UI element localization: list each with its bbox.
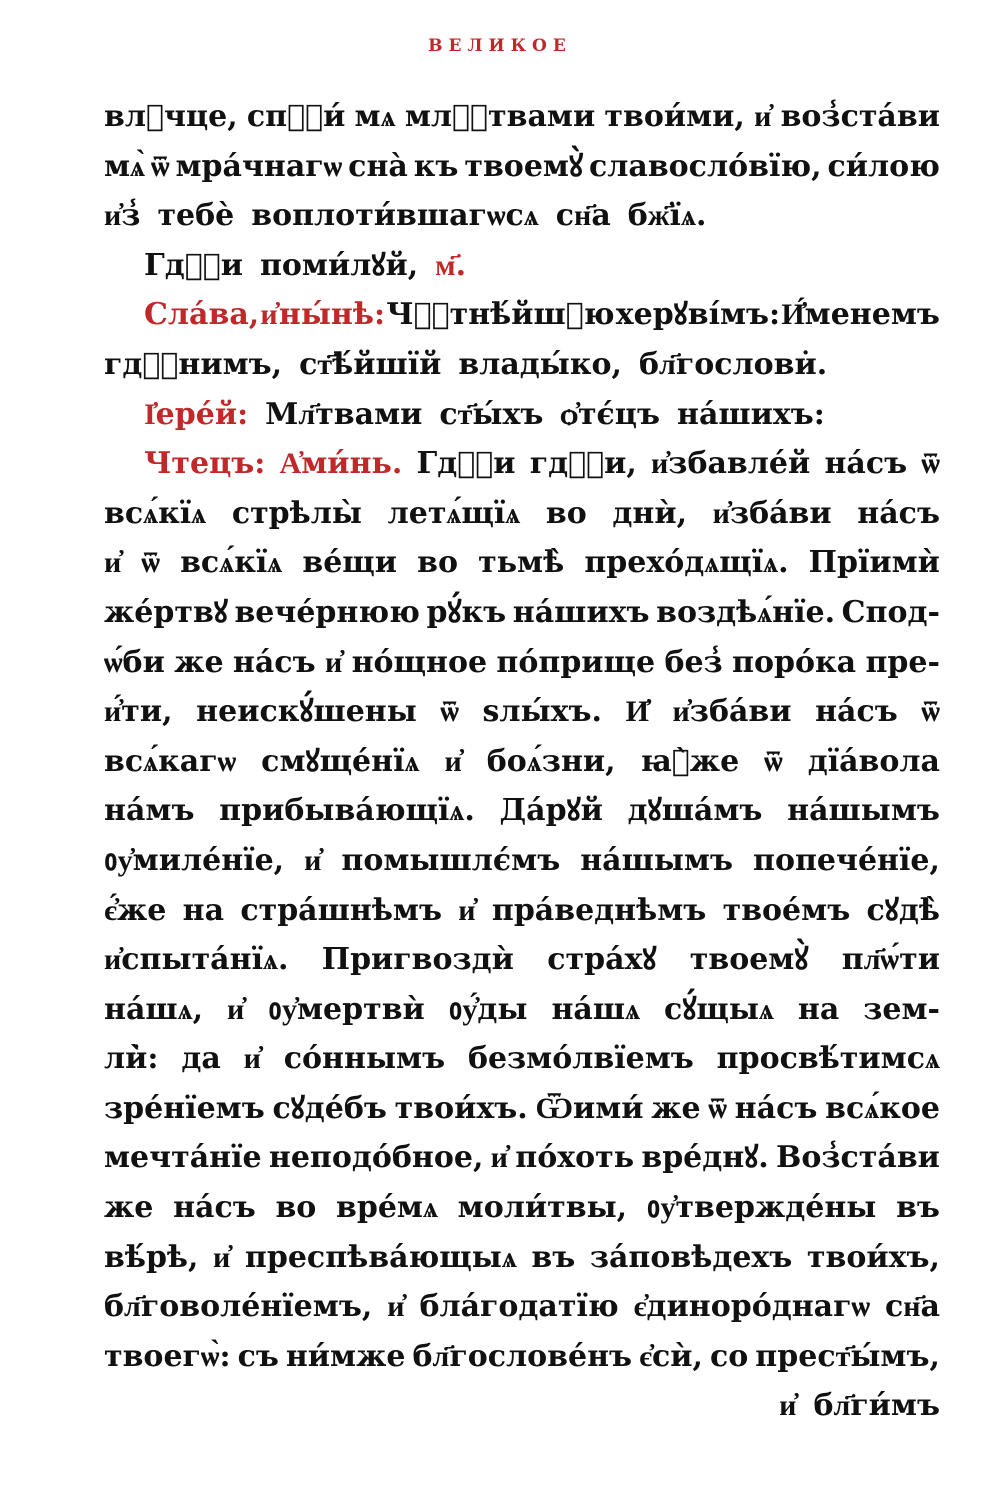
text-word: просвѣ́тимсѧ (716, 1041, 940, 1077)
text-word: на́съ (815, 694, 898, 730)
text-word: Чⷭ҇тнѣ́йшꙋю (386, 297, 615, 333)
text-word: воз̾ста́ви (780, 99, 940, 134)
text-line (104, 1133, 940, 1183)
text-word: неискꙋ́шены (196, 694, 417, 730)
text-word: бж҃їѧ. (627, 198, 707, 234)
text-word: ст҃ы́хъ (439, 396, 544, 432)
text-word: и҆ (304, 842, 322, 878)
text-word: же́ртвꙋ (104, 594, 228, 630)
rubric-word: Чтецъ: (144, 446, 266, 482)
text-word: на́съ (824, 446, 908, 482)
text-word: ни́мже (285, 1338, 406, 1374)
text-word: по́хоть (515, 1140, 635, 1176)
text-line (104, 886, 940, 936)
text-line (104, 489, 940, 539)
text-word: и҆ (227, 991, 245, 1027)
text-word: зем- (863, 991, 940, 1027)
text-word: всѧ́кїѧ (180, 545, 283, 581)
text-word: на́шѧ (551, 991, 641, 1027)
text-word: Да́рꙋй (499, 793, 603, 829)
text-word: на́съ (734, 1090, 818, 1126)
text-word: Ѿими́ (535, 1090, 644, 1126)
text-line (104, 588, 940, 638)
text-word: къ (413, 148, 459, 184)
text-word: днѝ, (612, 495, 688, 531)
text-word: пл҃ѡ́ти (841, 942, 940, 978)
text-word: и҆зба́ви (712, 495, 832, 531)
text-word: и҆ (387, 1289, 405, 1325)
text-word: бл҃гослове́нъ (412, 1338, 633, 1374)
text-word: мра́чнагѡ (175, 148, 343, 184)
text-word: ѿ (141, 545, 160, 581)
text-word: вече́рнюю (234, 594, 420, 630)
text-word: гдⷭ҇и, (529, 446, 637, 482)
text-word: твоегѡ̀: (104, 1338, 231, 1374)
text-word: и҆спыта́нїѧ. (104, 942, 289, 978)
text-word: и҆ (444, 743, 462, 779)
text-word: дꙋша́мъ (627, 793, 763, 829)
text-word: на́шымъ (787, 793, 940, 829)
text-word: сꙋ́щыѧ (664, 991, 774, 1027)
text-word: си́лою (827, 148, 940, 184)
text-word: неподо́бное, (268, 1140, 484, 1176)
text-word: Гдⷭ҇и (416, 446, 516, 482)
text-line (104, 935, 940, 985)
text-line (104, 737, 940, 787)
text-word: ѻ҆тє́цъ (560, 396, 660, 432)
text-word: И҆́менемъ (781, 297, 940, 333)
text-word: мечта́нїе (104, 1140, 262, 1176)
text-word: и҆ (779, 1388, 797, 1424)
text-word: смꙋще́нїѧ (261, 743, 420, 779)
text-word: и҆з̾ (104, 198, 141, 234)
rubric-word: Сла́ва, (144, 297, 260, 333)
text-line (104, 786, 940, 836)
text-line (104, 1332, 940, 1382)
text-word: є҆́же (104, 892, 167, 928)
text-word: ѡ́би (104, 644, 165, 680)
text-word: прехо́дѧщїѧ. (584, 545, 789, 581)
text-word: ᲂу҆́ды (448, 991, 528, 1027)
text-word: твои́ми, (604, 99, 745, 134)
text-word: херꙋві́мъ: (615, 297, 781, 333)
text-word: поро́ка (732, 644, 857, 680)
text-word: є҆диноро́днагѡ (633, 1289, 871, 1325)
text-word: всѧ́кагѡ (104, 743, 237, 779)
text-word: летѧ́щїѧ (387, 495, 521, 531)
text-line (104, 92, 940, 142)
text-word: млⷭ҇твами (404, 99, 596, 134)
text-word: на́мъ (104, 793, 195, 829)
text-word: влады́ко, (458, 346, 622, 382)
text-word: пре- (865, 644, 940, 680)
text-word: моли́твы, (457, 1190, 628, 1226)
text-word: и҆зба́ви (672, 694, 792, 730)
text-word: сн҃а (884, 1289, 940, 1325)
text-word: зре́нїемъ (104, 1090, 265, 1126)
text-line (104, 1084, 940, 1134)
text-word: Воз̾ста́ви (776, 1140, 940, 1176)
text-word: сн҃а (555, 198, 611, 234)
text-line (104, 1034, 940, 1084)
text-word: Мл҃твами (265, 396, 423, 432)
text-word: во (417, 545, 458, 581)
text-word: тьмѣ̀ (478, 545, 565, 581)
text-word: на́шихъ (512, 594, 650, 630)
text-word: ѿ (764, 743, 783, 779)
text-word: тебѐ (157, 198, 235, 234)
text-word: на́шихъ: (676, 396, 825, 432)
text-line (104, 538, 940, 588)
text-word: стрѣлы̀ (231, 495, 362, 531)
text-word: на́съ (232, 644, 316, 680)
rubric-word: І҆ере́й: (144, 396, 249, 432)
text-line (104, 1282, 940, 1332)
text-word: во (545, 495, 587, 531)
text-word: и҆ (104, 545, 122, 581)
text-word: во (275, 1190, 317, 1226)
text-word: гдⷭ҇нимъ, (104, 346, 283, 382)
text-word: и҆ (213, 1239, 231, 1275)
text-word: твое́мъ (722, 892, 851, 928)
text-word: пра́веднѣмъ (491, 892, 707, 928)
text-word: попече́нїе, (753, 842, 940, 878)
text-word: ᲂу҆миле́нїе, (104, 842, 285, 878)
text-word: ꙗ҆̀же (640, 743, 740, 779)
running-head: ВЕЛИКОЕ (428, 36, 572, 56)
text-word: твои́хъ. (394, 1090, 528, 1126)
text-word: безмо́лвїемъ (467, 1041, 694, 1077)
text-word: на́шымъ (580, 842, 734, 878)
text-word: всѧ́кїѧ (104, 495, 207, 531)
rubric-word: ны́нѣ: (278, 297, 386, 333)
text-line (104, 390, 940, 440)
rubric-word: и҆ (260, 297, 278, 333)
rubric-word: м҃. (435, 247, 467, 283)
text-word: Пригвоздѝ (321, 942, 514, 978)
text-word: ѕлы́хъ. (482, 694, 603, 730)
text-block (104, 92, 940, 1431)
text-word: съ (237, 1338, 279, 1374)
text-word: сꙋдѣ̀ (866, 892, 940, 928)
text-word: бла́годатїю (419, 1289, 619, 1325)
text-word: въ (531, 1239, 576, 1275)
text-word: вѣ́рѣ, (104, 1239, 199, 1275)
text-word: стра́хꙋ (547, 942, 657, 978)
text-word: всѧ́кое (825, 1090, 940, 1126)
text-word: и҆ (490, 1140, 508, 1176)
text-word: преспѣва́ющыѧ (244, 1239, 517, 1275)
text-word: рꙋ́къ (426, 594, 507, 630)
text-line (104, 191, 940, 241)
text-word: ѿ (708, 1090, 727, 1126)
text-line (104, 290, 940, 340)
text-word: славосло́вїю, (588, 148, 822, 184)
text-word: прест҃ы́мъ, (755, 1338, 940, 1374)
text-word: бл҃говоле́нїемъ, (104, 1289, 373, 1325)
text-word: твоемꙋ̀ (689, 942, 809, 978)
text-word: твоемꙋ̀ (464, 148, 584, 184)
text-word: но́щное (351, 644, 488, 680)
text-line (104, 241, 940, 291)
text-word: ѿ (921, 446, 940, 482)
text-word: ли̇̀: (104, 1041, 159, 1077)
text-line (104, 142, 940, 192)
text-word: бл҃ги́мъ (813, 1388, 940, 1424)
text-line (104, 836, 940, 886)
text-word: воздѣѧ́нїе. (656, 594, 836, 630)
text-word: и҆ (754, 99, 772, 134)
text-word: сна̀ (348, 148, 408, 184)
text-word: ѿ (440, 694, 459, 730)
text-word: влⷣчце, (104, 99, 238, 134)
text-line (104, 687, 940, 737)
text-word: поми́лꙋй, (259, 247, 419, 283)
text-word: на (182, 892, 225, 928)
text-word: вре́мѧ (336, 1190, 438, 1226)
text-word: по́прище (496, 644, 656, 680)
text-word: со́ннымъ (283, 1041, 446, 1077)
text-word: и҆ (458, 892, 476, 928)
text-word: же (174, 644, 224, 680)
text-line (104, 638, 940, 688)
text-word: твои́хъ, (806, 1239, 940, 1275)
text-word: помышлє́мъ (341, 842, 561, 878)
text-word: ᲂу҆мертвѝ (268, 991, 425, 1027)
text-word: за́повѣдехъ (589, 1239, 793, 1275)
text-word: ѿ (150, 148, 170, 184)
text-word: воплоти́вшагѡсѧ (251, 198, 539, 234)
text-word: боѧ́зни, (486, 743, 616, 779)
text-word: и҆́ти, (104, 694, 173, 730)
text-word: без̾ (664, 644, 723, 680)
text-word: И҆ (625, 694, 649, 730)
text-word: же (104, 1190, 154, 1226)
text-word: на́шѧ, (104, 991, 204, 1027)
text-word: же (651, 1090, 701, 1126)
text-word: Гдⷭ҇и (144, 247, 243, 283)
text-word: дїа́вола (807, 743, 940, 779)
text-word: да (181, 1041, 221, 1077)
text-word: на́съ (173, 1190, 256, 1226)
text-word: ве́щи (302, 545, 398, 581)
text-word: ѿ (921, 694, 940, 730)
text-word: и҆збавле́й (651, 446, 811, 482)
text-word: прибыва́ющїѧ. (219, 793, 475, 829)
text-word: сꙋде́бъ (272, 1090, 387, 1126)
text-line (104, 340, 940, 390)
text-line (104, 1183, 940, 1233)
text-line (104, 985, 940, 1035)
text-word: є҆сѝ, (639, 1338, 704, 1374)
text-word: Прїимѝ (808, 545, 940, 581)
text-word: на (797, 991, 840, 1027)
text-word: Спод- (841, 594, 940, 630)
text-word: бл҃гослови̇. (639, 346, 828, 382)
rubric-word: А҆ми́нь. (279, 446, 403, 482)
text-word: мѧ (354, 99, 396, 134)
text-line (104, 1381, 940, 1431)
text-word: и҆ (324, 644, 343, 680)
text-line (104, 439, 940, 489)
text-word: стра́шнѣмъ (240, 892, 442, 928)
text-word: въ (896, 1190, 940, 1226)
text-word: и҆ (243, 1041, 261, 1077)
text-line (104, 1233, 940, 1283)
text-word: спⷭ҇и́ (246, 99, 346, 134)
text-word: мѧ̀ (104, 148, 146, 184)
text-word: со (710, 1338, 749, 1374)
text-word: ᲂу҆твержде́ны (646, 1190, 877, 1226)
text-word: на́съ (857, 495, 940, 531)
text-word: вре́днꙋ. (641, 1140, 769, 1176)
text-word: ст҃ѣ́йшїй (299, 346, 442, 382)
